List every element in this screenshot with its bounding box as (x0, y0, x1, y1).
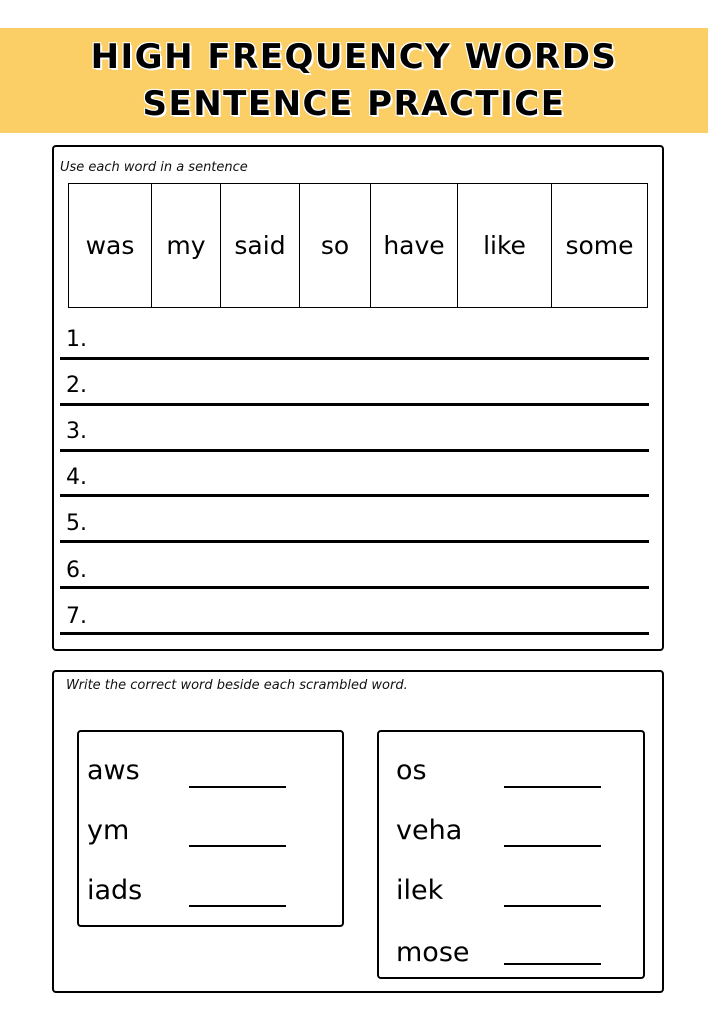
word-bank-cell: some (565, 231, 634, 260)
scrambled-word: ilek (396, 875, 444, 906)
sentence-number: 5. (66, 511, 87, 536)
writing-line[interactable] (60, 403, 649, 406)
scrambled-word: veha (396, 815, 463, 846)
word-bank-cell: have (371, 184, 458, 307)
answer-blank[interactable] (189, 845, 286, 847)
word-bank-cell: like (458, 184, 552, 307)
writing-line[interactable] (60, 357, 649, 360)
scrambled-word: aws (87, 755, 140, 786)
answer-blank[interactable] (504, 845, 601, 847)
writing-line[interactable] (60, 449, 649, 452)
sentence-number: 1. (66, 327, 87, 352)
scrambled-word: mose (396, 937, 470, 968)
sentence-number: 4. (66, 465, 87, 490)
page-subtitle: SENTENCE PRACTICE (142, 84, 566, 124)
word-bank-cell: my (152, 184, 221, 307)
scrambled-word: iads (87, 875, 143, 906)
answer-blank[interactable] (504, 786, 601, 788)
writing-line[interactable] (60, 586, 649, 589)
writing-line[interactable] (60, 494, 649, 497)
answer-blank[interactable] (504, 905, 601, 907)
scrambled-word: os (396, 755, 427, 786)
sentence-number: 6. (66, 558, 87, 583)
answer-blank[interactable] (504, 963, 601, 965)
sentence-number: 7. (66, 604, 87, 629)
word-bank-cell: said (221, 184, 300, 307)
sentence-number: 2. (66, 373, 87, 398)
sentence-number: 3. (66, 419, 87, 444)
sentence-instruction: Use each word in a sentence (60, 160, 248, 175)
word-bank-cell: was (69, 184, 152, 307)
answer-blank[interactable] (189, 786, 286, 788)
writing-line[interactable] (60, 540, 649, 543)
scrambled-word: ym (87, 815, 130, 846)
writing-line[interactable] (60, 632, 649, 635)
word-bank-cell: so (300, 184, 371, 307)
scramble-instruction: Write the correct word beside each scrambled word. (66, 678, 408, 693)
page-title: HIGH FREQUENCY WORDS (90, 37, 618, 77)
word-bank (68, 183, 648, 308)
answer-blank[interactable] (189, 905, 286, 907)
